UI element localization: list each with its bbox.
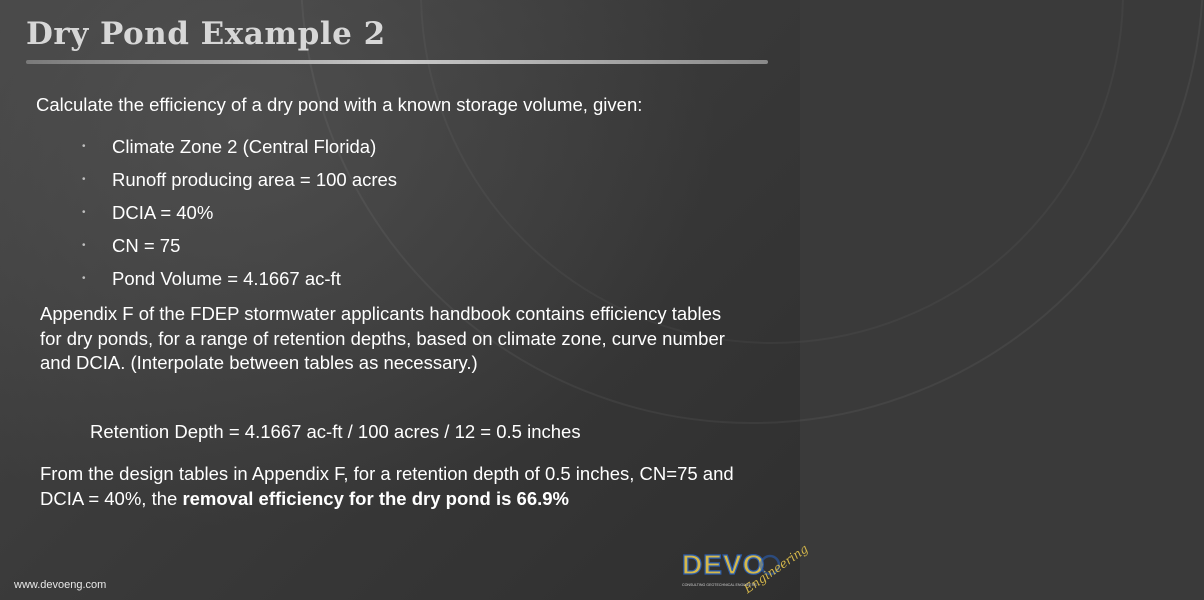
list-item-text: Runoff producing area = 100 acres [112, 169, 398, 190]
appendix-paragraph: Appendix F of the FDEP stormwater applicants handbook contains efficiency tables for dry ponds, for a range of retention depths, based on climate zone, curve number and DCIA. (Interpolate between tables as necessary.) [40, 303, 725, 373]
logo-script-text: Engineering [741, 541, 811, 597]
slide-title: Dry Pond Example 2 [26, 16, 386, 52]
intro-text: Calculate the efficiency of a dry pond with a known storage volume, given: [36, 94, 643, 115]
retention-depth-calculation: Retention Depth = 4.1667 ac-ft / 100 acres / 12 = 0.5 inches [90, 421, 581, 442]
list-item-text: DCIA = 40% [112, 202, 214, 223]
devo-logo [680, 541, 811, 597]
list-item [82, 262, 397, 295]
bullet-icon: • [82, 174, 86, 185]
logo-tagline: CONSULTING GEOTECHNICAL ENGINEERS [682, 583, 757, 587]
given-list [82, 130, 397, 295]
list-item-text: CN = 75 [112, 235, 181, 256]
list-item-text: Climate Zone 2 (Central Florida) [112, 136, 377, 157]
list-item [82, 163, 397, 196]
footer-url: www.devoeng.com [14, 579, 107, 591]
list-item [82, 196, 397, 229]
title-underline [26, 60, 768, 64]
result-emphasis: removal efficiency for the dry pond is 66.9% [182, 487, 570, 509]
bullet-icon: • [82, 207, 86, 218]
list-item-text: Pond Volume = 4.1667 ac-ft [112, 268, 341, 289]
bullet-icon: • [82, 273, 86, 284]
list-item [82, 229, 397, 262]
result-text: From the design tables in Appendix F, for a retention depth of 0.5 inches, CN=75 and DCIA = 40%, the [40, 463, 734, 509]
bullet-icon: • [82, 141, 86, 152]
list-item [82, 130, 397, 163]
result-paragraph [40, 462, 780, 511]
bullet-icon: • [82, 240, 86, 251]
logo-main-text: DEVO [682, 549, 766, 580]
